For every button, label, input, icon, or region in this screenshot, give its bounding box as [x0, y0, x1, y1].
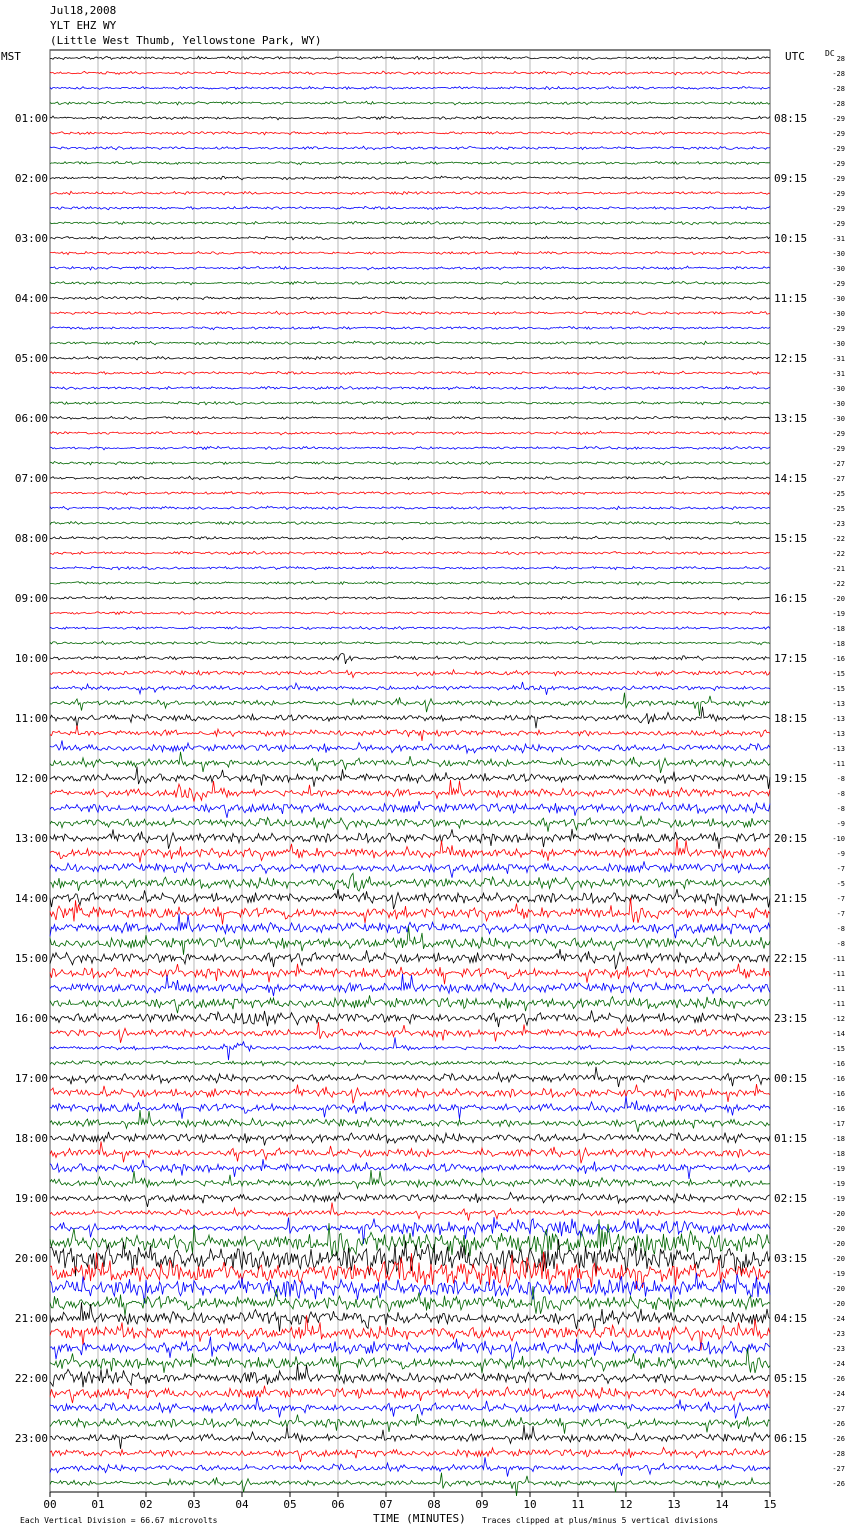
x-tick-label: 04 — [235, 1498, 249, 1511]
utc-hour-label: 03:15 — [774, 1252, 808, 1265]
mst-hour-label: 23:00 — [14, 1432, 48, 1445]
seismic-trace — [50, 416, 770, 420]
dc-offset-label: -27 — [832, 1465, 845, 1473]
dc-offset-label: -30 — [832, 415, 845, 423]
mst-hour-label: 06:00 — [14, 412, 48, 425]
mst-hour-label: 10:00 — [14, 652, 48, 665]
seismic-trace — [50, 101, 770, 105]
mst-hour-label: 13:00 — [14, 832, 48, 845]
seismic-trace — [50, 1425, 770, 1449]
dc-offset-label: -18 — [832, 625, 845, 633]
mst-hour-label: 08:00 — [14, 532, 48, 545]
dc-offset-label: -9 — [836, 820, 845, 828]
dc-offset-label: -15 — [832, 685, 845, 693]
dc-offset-label: -29 — [832, 445, 845, 453]
seismic-trace — [50, 829, 770, 849]
seismic-trace — [50, 1141, 770, 1163]
dc-offset-label: -15 — [832, 670, 845, 678]
utc-hour-label: 02:15 — [774, 1192, 808, 1205]
seismic-trace — [50, 132, 770, 135]
seismic-trace — [50, 446, 770, 450]
utc-hour-label: 01:15 — [774, 1132, 808, 1145]
dc-offset-label: -19 — [832, 1195, 845, 1203]
mst-hour-label: 09:00 — [14, 592, 48, 605]
seismic-trace — [50, 964, 770, 985]
dc-offset-label: -29 — [832, 145, 845, 153]
dc-offset-label: -16 — [832, 1060, 845, 1068]
utc-hour-label: 14:15 — [774, 472, 808, 485]
x-tick-label: 08 — [427, 1498, 441, 1511]
dc-offset-label: -11 — [832, 1000, 845, 1008]
mst-hour-label: 01:00 — [14, 112, 48, 125]
utc-hour-label: 06:15 — [774, 1432, 808, 1445]
dc-offset-label: -29 — [832, 280, 845, 288]
seismic-trace — [50, 682, 770, 695]
x-tick-label: 05 — [283, 1498, 297, 1511]
dc-offset-label: -31 — [832, 235, 845, 243]
seismic-trace — [50, 839, 770, 863]
dc-offset-label: -28 — [832, 1450, 845, 1458]
seismic-trace — [50, 627, 770, 630]
dc-offset-label: -27 — [832, 460, 845, 468]
dc-offset-label: -30 — [832, 385, 845, 393]
seismic-trace — [50, 1067, 770, 1087]
seismic-trace — [50, 1203, 770, 1221]
dc-offset-label: -27 — [832, 1405, 845, 1413]
seismic-trace — [50, 281, 770, 285]
seismic-trace — [50, 191, 770, 195]
seismic-trace — [50, 176, 770, 180]
mst-hour-label: 15:00 — [14, 952, 48, 965]
utc-hour-label: 13:15 — [774, 412, 808, 425]
seismic-trace — [50, 311, 770, 315]
dc-offset-label: -12 — [832, 1015, 845, 1023]
dc-offset-label: -7 — [836, 895, 845, 903]
seismic-trace — [50, 1096, 770, 1119]
dc-offset-label: -29 — [832, 160, 845, 168]
dc-offset-label: -11 — [832, 985, 845, 993]
dc-offset-label: -13 — [832, 745, 845, 753]
dc-offset-label: -26 — [832, 1435, 845, 1443]
seismic-trace — [50, 995, 770, 1013]
utc-hour-label: 12:15 — [774, 352, 808, 365]
dc-offset-label: -20 — [832, 1225, 845, 1233]
seismic-trace — [50, 1473, 770, 1496]
utc-hour-label: 23:15 — [774, 1012, 808, 1025]
seismic-trace — [50, 693, 770, 716]
x-tick-label: 10 — [523, 1498, 537, 1511]
seismic-trace — [50, 236, 770, 240]
seismic-trace — [50, 1457, 770, 1476]
x-tick-label: 15 — [763, 1498, 777, 1511]
seismic-trace — [50, 86, 770, 89]
seismic-trace — [50, 1170, 770, 1188]
seismic-trace — [50, 551, 770, 555]
dc-offset-label: -20 — [832, 1300, 845, 1308]
seismic-trace — [50, 251, 770, 254]
dc-offset-label: -31 — [832, 370, 845, 378]
dc-offset-label: -29 — [832, 115, 845, 123]
mst-hour-label: 04:00 — [14, 292, 48, 305]
seismic-trace — [50, 1193, 770, 1207]
seismic-trace — [50, 801, 770, 818]
dc-offset-label: -30 — [832, 340, 845, 348]
seismic-trace — [50, 816, 770, 832]
seismic-trace — [50, 641, 770, 645]
dc-offset-label: -8 — [836, 925, 845, 933]
dc-offset-label: -16 — [832, 1075, 845, 1083]
x-tick-label: 09 — [475, 1498, 489, 1511]
dc-offset-label: -11 — [832, 955, 845, 963]
dc-offset-label: -14 — [832, 1030, 845, 1038]
mst-hour-label: 21:00 — [14, 1312, 48, 1325]
dc-offset-label: -30 — [832, 265, 845, 273]
utc-hour-label: 15:15 — [774, 532, 808, 545]
dc-offset-label: -10 — [832, 835, 845, 843]
mst-hour-label: 16:00 — [14, 1012, 48, 1025]
mst-hour-label: 17:00 — [14, 1072, 48, 1085]
seismic-trace — [50, 206, 770, 210]
dc-offset-label: -22 — [832, 580, 845, 588]
seismic-trace — [50, 71, 770, 75]
seismic-trace — [50, 752, 770, 773]
utc-hour-label: 18:15 — [774, 712, 808, 725]
seismic-trace — [50, 949, 770, 969]
dc-offset-label: -21 — [832, 565, 845, 573]
dc-offset-label: -16 — [832, 1090, 845, 1098]
seismic-trace — [50, 653, 770, 664]
seismic-trace — [50, 297, 770, 300]
dc-offset-label: -22 — [832, 535, 845, 543]
dc-offset-label: -25 — [832, 505, 845, 513]
seismic-trace — [50, 401, 770, 405]
x-tick-label: 11 — [571, 1498, 585, 1511]
dc-offset-label: -29 — [832, 190, 845, 198]
dc-offset-label: -30 — [832, 310, 845, 318]
dc-offset-label: -23 — [832, 1330, 845, 1338]
seismic-trace — [50, 566, 770, 570]
dc-offset-label: -26 — [832, 1420, 845, 1428]
left-timezone-label: MST — [1, 50, 21, 63]
dc-offset-label: -18 — [832, 1150, 845, 1158]
seismic-trace — [50, 1059, 770, 1066]
dc-offset-label: -29 — [832, 130, 845, 138]
seismic-trace — [50, 341, 770, 345]
dc-offset-label: -13 — [832, 730, 845, 738]
utc-hour-label: 09:15 — [774, 172, 808, 185]
seismic-trace — [50, 162, 770, 165]
dc-offset-label: -19 — [832, 1165, 845, 1173]
dc-offset-label: -20 — [832, 595, 845, 603]
seismic-trace — [50, 522, 770, 525]
utc-hour-label: 21:15 — [774, 892, 808, 905]
dc-offset-label: -26 — [832, 1480, 845, 1488]
dc-offset-label: -9 — [836, 850, 845, 858]
mst-hour-label: 14:00 — [14, 892, 48, 905]
dc-offset-label: -28 — [832, 85, 845, 93]
x-tick-label: 12 — [619, 1498, 633, 1511]
x-tick-label: 00 — [43, 1498, 57, 1511]
dc-offset-label: -29 — [832, 205, 845, 213]
seismic-trace — [50, 1448, 770, 1462]
dc-offset-label: -18 — [832, 640, 845, 648]
dc-offset-label: -8 — [836, 940, 845, 948]
mst-hour-label: 02:00 — [14, 172, 48, 185]
mst-hour-label: 12:00 — [14, 772, 48, 785]
dc-offset-label: -29 — [832, 325, 845, 333]
utc-hour-label: 05:15 — [774, 1372, 808, 1385]
x-tick-label: 07 — [379, 1498, 393, 1511]
dc-offset-label: 28 — [836, 55, 845, 63]
dc-offset-label: -11 — [832, 970, 845, 978]
dc-offset-label: -30 — [832, 400, 845, 408]
dc-offset-label: -22 — [832, 550, 845, 558]
seismic-trace — [50, 56, 770, 59]
dc-offset-label: -29 — [832, 175, 845, 183]
dc-offset-label: -19 — [832, 1180, 845, 1188]
dc-offset-label: -7 — [836, 910, 845, 918]
dc-offset-label: -16 — [832, 655, 845, 663]
dc-offset-label: -26 — [832, 1375, 845, 1383]
dc-offset-label: -29 — [832, 220, 845, 228]
seismic-trace — [50, 1386, 770, 1403]
utc-hour-label: 10:15 — [774, 232, 808, 245]
mst-hour-label: 05:00 — [14, 352, 48, 365]
seismic-trace — [50, 596, 770, 600]
dc-offset-label: -20 — [832, 1285, 845, 1293]
utc-hour-label: 11:15 — [774, 292, 808, 305]
dc-offset-label: -5 — [836, 880, 845, 888]
utc-hour-label: 17:15 — [774, 652, 808, 665]
seismic-trace — [50, 767, 770, 789]
dc-offset-label: -28 — [832, 100, 845, 108]
seismic-trace — [50, 1159, 770, 1179]
dc-offset-label: -17 — [832, 1120, 845, 1128]
dc-offset-label: -23 — [832, 1345, 845, 1353]
utc-hour-label: 22:15 — [774, 952, 808, 965]
dc-offset-label: -19 — [832, 1270, 845, 1278]
dc-offset-label: -27 — [832, 475, 845, 483]
seismic-trace — [50, 146, 770, 150]
x-tick-label: 02 — [139, 1498, 153, 1511]
seismic-trace — [50, 1132, 770, 1146]
right-timezone-label: UTC — [785, 50, 805, 63]
dc-offset-label: -15 — [832, 1045, 845, 1053]
dc-offset-label: -7 — [836, 865, 845, 873]
dc-offset-label: -8 — [836, 775, 845, 783]
utc-hour-label: 19:15 — [774, 772, 808, 785]
seismic-trace — [50, 462, 770, 465]
header-location: (Little West Thumb, Yellowstone Park, WY) — [50, 34, 322, 47]
seismic-trace — [50, 371, 770, 375]
mst-hour-label: 22:00 — [14, 1372, 48, 1385]
dc-offset-label: -8 — [836, 790, 845, 798]
dc-label: DC — [825, 49, 835, 58]
scale-note: Each Vertical Division = 66.67 microvolts — [20, 1516, 218, 1525]
dc-offset-label: -24 — [832, 1390, 845, 1398]
dc-offset-label: -11 — [832, 760, 845, 768]
seismic-trace — [50, 707, 770, 729]
seismic-trace — [50, 581, 770, 585]
seismic-trace — [50, 327, 770, 330]
dc-offset-label: -16 — [832, 1105, 845, 1113]
x-axis-title: TIME (MINUTES) — [373, 1512, 466, 1525]
seismic-trace — [50, 1364, 770, 1387]
mst-hour-label: 11:00 — [14, 712, 48, 725]
seismic-trace — [50, 1217, 770, 1244]
seismic-trace — [50, 861, 770, 877]
dc-offset-label: -28 — [832, 70, 845, 78]
seismic-trace — [50, 914, 770, 939]
seismic-trace — [50, 491, 770, 494]
dc-offset-label: -23 — [832, 520, 845, 528]
seismic-trace — [50, 740, 770, 753]
dc-offset-label: -24 — [832, 1315, 845, 1323]
utc-hour-label: 04:15 — [774, 1312, 808, 1325]
seismic-trace — [50, 725, 770, 741]
seismic-trace — [50, 670, 770, 678]
seismic-trace — [50, 1110, 770, 1132]
seismic-trace — [50, 1337, 770, 1360]
x-tick-label: 13 — [667, 1498, 681, 1511]
x-tick-label: 01 — [91, 1498, 105, 1511]
x-tick-label: 14 — [715, 1498, 729, 1511]
seismic-trace — [50, 386, 770, 390]
seismic-trace — [50, 1084, 770, 1103]
seismic-trace — [50, 611, 770, 615]
header-station: YLT EHZ WY — [50, 19, 117, 32]
seismic-trace — [50, 431, 770, 435]
dc-offset-label: -30 — [832, 295, 845, 303]
seismic-trace — [50, 1022, 770, 1043]
dc-offset-label: -8 — [836, 805, 845, 813]
dc-offset-label: -20 — [832, 1210, 845, 1218]
mst-hour-label: 20:00 — [14, 1252, 48, 1265]
header-date: Jul18,2008 — [50, 4, 117, 17]
seismic-trace — [50, 1396, 770, 1418]
dc-offset-label: -20 — [832, 1255, 845, 1263]
seismic-trace — [50, 221, 770, 225]
seismic-trace — [50, 974, 770, 996]
utc-hour-label: 00:15 — [774, 1072, 808, 1085]
mst-hour-label: 07:00 — [14, 472, 48, 485]
seismic-trace — [50, 266, 770, 270]
dc-offset-label: -18 — [832, 1135, 845, 1143]
seismic-trace — [50, 1011, 770, 1028]
seismic-trace — [50, 780, 770, 802]
seismic-trace — [50, 476, 770, 480]
seismic-trace — [50, 926, 770, 955]
seismic-trace — [50, 1037, 770, 1060]
x-tick-label: 03 — [187, 1498, 201, 1511]
seismic-trace — [50, 506, 770, 510]
dc-offset-label: -20 — [832, 1240, 845, 1248]
dc-offset-label: -19 — [832, 610, 845, 618]
mst-hour-label: 18:00 — [14, 1132, 48, 1145]
dc-offset-label: -24 — [832, 1360, 845, 1368]
seismic-trace — [50, 357, 770, 360]
dc-offset-label: -13 — [832, 715, 845, 723]
seismic-trace — [50, 536, 770, 540]
seismic-trace — [50, 889, 770, 909]
dc-offset-label: -13 — [832, 700, 845, 708]
seismic-trace — [50, 1414, 770, 1434]
mst-hour-label: 19:00 — [14, 1192, 48, 1205]
utc-hour-label: 16:15 — [774, 592, 808, 605]
utc-hour-label: 08:15 — [774, 112, 808, 125]
dc-offset-label: -29 — [832, 430, 845, 438]
mst-hour-label: 03:00 — [14, 232, 48, 245]
dc-offset-label: -31 — [832, 355, 845, 363]
dc-offset-label: -25 — [832, 490, 845, 498]
clip-note: Traces clipped at plus/minus 5 vertical divisions — [482, 1516, 719, 1525]
x-tick-label: 06 — [331, 1498, 345, 1511]
seismic-trace — [50, 116, 770, 120]
dc-offset-label: -30 — [832, 250, 845, 258]
utc-hour-label: 20:15 — [774, 832, 808, 845]
seismic-trace — [50, 873, 770, 891]
seismic-trace — [50, 1302, 770, 1331]
